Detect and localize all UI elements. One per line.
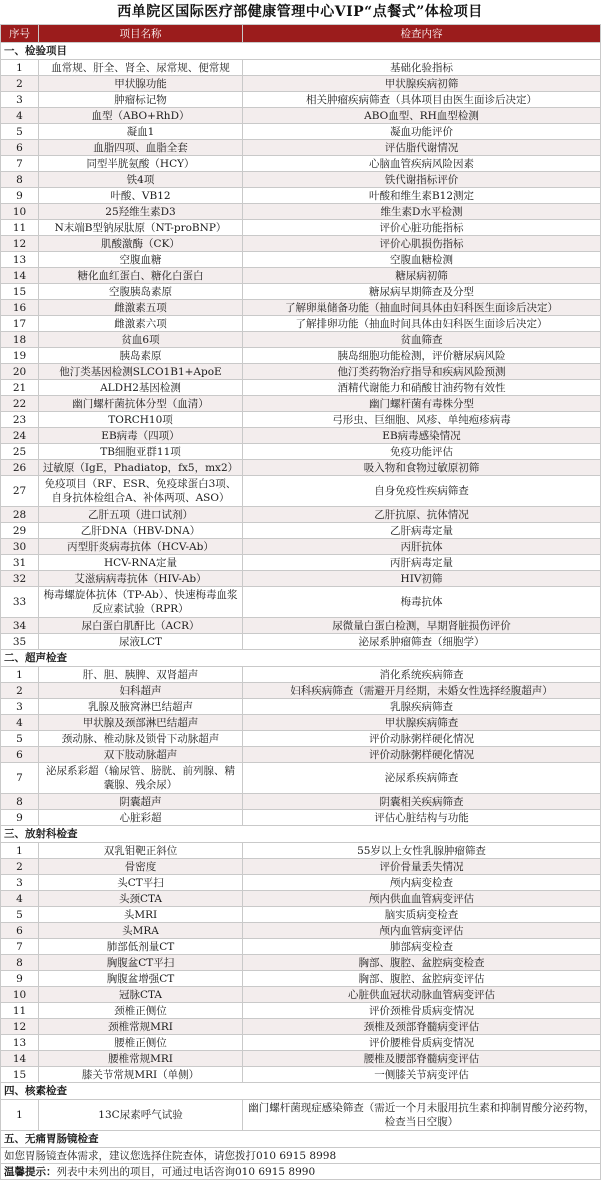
table-row: [1, 555, 601, 571]
page-title: 西单院区国际医疗部健康管理中心VIP“点餐式”体检项目: [117, 4, 483, 20]
item-name: HCV-RNA定量: [39, 555, 243, 571]
item-content: 吸入物和食物过敏原初筛: [243, 460, 601, 476]
item-content: 自身免疫性疾病筛查: [243, 476, 601, 507]
section-header: [1, 650, 601, 667]
item-content: 免疫功能评估: [243, 444, 601, 460]
item-content: 酒精代谢能力和硝酸甘油药物有效性: [243, 380, 601, 396]
table-row: [1, 763, 601, 794]
item-name: 梅毒螺旋体抗体（TP-Ab）、快速梅毒血浆反应素试验（RPR）: [39, 587, 243, 618]
section-title: 五、无痛胃肠镜检查: [1, 1131, 601, 1148]
item-name: 头MRA: [39, 923, 243, 939]
item-content: 糖尿病早期筛查及分型: [243, 284, 601, 300]
row-number: 3: [1, 92, 39, 108]
item-content: 弓形虫、巨细胞、风疹、单纯疱疹病毒: [243, 412, 601, 428]
row-number: 14: [1, 268, 39, 284]
table-row: [1, 571, 601, 587]
table-row: [1, 507, 601, 523]
item-name: 泌尿系彩超（输尿管、膀胱、前列腺、精囊腺、残余尿）: [39, 763, 243, 794]
item-content: 空腹血糖检测: [243, 252, 601, 268]
table-row: [1, 715, 601, 731]
item-content: 丙肝病毒定量: [243, 555, 601, 571]
table-row: [1, 810, 601, 826]
table-row: [1, 539, 601, 555]
section-title: 二、超声检查: [1, 650, 601, 667]
row-number: 33: [1, 587, 39, 618]
row-number: 22: [1, 396, 39, 412]
item-content: 了解卵巢储备功能（抽血时间具体由妇科医生面诊后决定）: [243, 300, 601, 316]
row-number: 5: [1, 907, 39, 923]
row-number: 11: [1, 220, 39, 236]
item-content: 颈椎及颈部脊髓病变评估: [243, 1019, 601, 1035]
row-number: 13: [1, 252, 39, 268]
item-name: 颈动脉、椎动脉及锁骨下动脉超声: [39, 731, 243, 747]
item-name: 乙肝五项（进口试剂）: [39, 507, 243, 523]
table-row: [1, 124, 601, 140]
item-name: TORCH10项: [39, 412, 243, 428]
item-name: 心脏彩超: [39, 810, 243, 826]
item-name: 25羟维生素D3: [39, 204, 243, 220]
table-row: [1, 1035, 601, 1051]
row-number: 1: [1, 60, 39, 76]
header-name: 项目名称: [39, 25, 243, 43]
item-content: 乙肝抗原、抗体情况: [243, 507, 601, 523]
table-row: [1, 348, 601, 364]
row-number: 8: [1, 794, 39, 810]
row-number: 24: [1, 428, 39, 444]
table-row: [1, 220, 601, 236]
table-row: [1, 587, 601, 618]
row-number: 11: [1, 1003, 39, 1019]
row-number: 15: [1, 1067, 39, 1083]
table-row: [1, 843, 601, 859]
item-content: 甲状腺疾病初筛: [243, 76, 601, 92]
item-name: 空腹血糖: [39, 252, 243, 268]
item-content: 消化系统疾病筛查: [243, 667, 601, 683]
table-row: [1, 1100, 601, 1131]
item-content: 丙肝抗体: [243, 539, 601, 555]
table-row: [1, 108, 601, 124]
item-name: 乙肝DNA（HBV-DNA）: [39, 523, 243, 539]
table-body: [1, 43, 601, 1180]
item-name: TB细胞亚群11项: [39, 444, 243, 460]
header-content: 检查内容: [243, 25, 601, 43]
row-number: 1: [1, 843, 39, 859]
item-content: 幽门螺杆菌有毒株分型: [243, 396, 601, 412]
table-row: [1, 618, 601, 634]
row-number: 12: [1, 236, 39, 252]
item-content: 乳腺疾病筛查: [243, 699, 601, 715]
row-number: 21: [1, 380, 39, 396]
item-name: 艾滋病病毒抗体（HIV-Ab）: [39, 571, 243, 587]
row-number: 12: [1, 1019, 39, 1035]
header-no: 序号: [1, 25, 39, 43]
row-number: 13: [1, 1035, 39, 1051]
gastro-note-row: [1, 1148, 601, 1164]
row-number: 1: [1, 1100, 39, 1131]
table-row: [1, 428, 601, 444]
item-content: 梅毒抗体: [243, 587, 601, 618]
item-name: 免疫项目（RF、ESR、免疫球蛋白3项、自身抗体检组合A、补体两项、ASO）: [39, 476, 243, 507]
table-row: [1, 364, 601, 380]
item-content: 贫血筛查: [243, 332, 601, 348]
row-number: 2: [1, 859, 39, 875]
item-content: 胰岛细胞功能检测，评价糖尿病风险: [243, 348, 601, 364]
tip-label: 温馨提示：: [4, 1165, 57, 1178]
item-name: 雌激素六项: [39, 316, 243, 332]
item-content: 55岁以上女性乳腺肿瘤筛查: [243, 843, 601, 859]
item-content: 一侧膝关节病变评估: [243, 1067, 601, 1083]
table-row: [1, 204, 601, 220]
row-number: 32: [1, 571, 39, 587]
section-header: [1, 1131, 601, 1148]
row-number: 28: [1, 507, 39, 523]
item-content: 相关肿瘤疾病筛查（具体项目由医生面诊后决定）: [243, 92, 601, 108]
item-name: 铁4项: [39, 172, 243, 188]
item-content: HIV初筛: [243, 571, 601, 587]
item-name: 甲状腺及颈部淋巴结超声: [39, 715, 243, 731]
row-number: 9: [1, 971, 39, 987]
item-content: 评估脂代谢情况: [243, 140, 601, 156]
item-content: 胸部、腹腔、盆腔病变评估: [243, 971, 601, 987]
item-name: 头CT平扫: [39, 875, 243, 891]
table-row: [1, 971, 601, 987]
gastro-note: 如您胃肠镜查体需求，建议您选择住院查体，请您拨打010 6915 8998: [1, 1148, 601, 1164]
item-name: 过敏原（IgE，Phadiatop，fx5，mx2）: [39, 460, 243, 476]
item-content: 幽门螺杆菌现症感染筛查（需近一个月未服用抗生素和抑制胃酸分泌药物，检查当日空腹）: [243, 1100, 601, 1131]
row-number: 20: [1, 364, 39, 380]
table-row: [1, 955, 601, 971]
item-content: 泌尿系疾病筛查: [243, 763, 601, 794]
item-name: 乳腺及腋窝淋巴结超声: [39, 699, 243, 715]
item-content: 腰椎及腰部脊髓病变评估: [243, 1051, 601, 1067]
row-number: 23: [1, 412, 39, 428]
section-header: [1, 826, 601, 843]
item-name: 腰椎正侧位: [39, 1035, 243, 1051]
item-content: 阴囊相关疾病筛查: [243, 794, 601, 810]
table-row: [1, 859, 601, 875]
table-row: [1, 907, 601, 923]
section-header: [1, 43, 601, 60]
row-number: 7: [1, 763, 39, 794]
item-name: 糖化血红蛋白、糖化白蛋白: [39, 268, 243, 284]
row-number: 6: [1, 747, 39, 763]
table-row: [1, 699, 601, 715]
row-number: 17: [1, 316, 39, 332]
item-content: 了解排卵功能（抽血时间具体由妇科医生面诊后决定）: [243, 316, 601, 332]
item-name: 冠脉CTA: [39, 987, 243, 1003]
row-number: 2: [1, 76, 39, 92]
row-number: 29: [1, 523, 39, 539]
table-row: [1, 172, 601, 188]
item-name: 膝关节常规MRI（单侧）: [39, 1067, 243, 1083]
table-row: [1, 794, 601, 810]
item-name: 同型半胱氨酸（HCY）: [39, 156, 243, 172]
row-number: 8: [1, 172, 39, 188]
tip-cell: [1, 1164, 601, 1180]
table-row: [1, 987, 601, 1003]
table-row: [1, 731, 601, 747]
row-number: 16: [1, 300, 39, 316]
item-content: 评价骨量丢失情况: [243, 859, 601, 875]
table-row: [1, 1051, 601, 1067]
item-name: 双乳钼靶正斜位: [39, 843, 243, 859]
item-name: 贫血6项: [39, 332, 243, 348]
table-row: [1, 140, 601, 156]
row-number: 31: [1, 555, 39, 571]
row-number: 6: [1, 140, 39, 156]
item-name: 尿液LCT: [39, 634, 243, 650]
item-name: 阴囊超声: [39, 794, 243, 810]
table-row: [1, 939, 601, 955]
table-row: [1, 236, 601, 252]
item-content: 甲状腺疾病筛查: [243, 715, 601, 731]
item-name: 肿瘤标记物: [39, 92, 243, 108]
table-row: [1, 380, 601, 396]
item-content: 评价心肌损伤指标: [243, 236, 601, 252]
row-number: 4: [1, 715, 39, 731]
row-number: 5: [1, 124, 39, 140]
item-content: 颅内病变检查: [243, 875, 601, 891]
row-number: 1: [1, 667, 39, 683]
item-name: 头MRI: [39, 907, 243, 923]
row-number: 9: [1, 188, 39, 204]
item-name: 甲状腺功能: [39, 76, 243, 92]
item-content: 肺部病变检查: [243, 939, 601, 955]
table-row: [1, 1019, 601, 1035]
item-content: 尿微量白蛋白检测，早期肾脏损伤评价: [243, 618, 601, 634]
table-row: [1, 156, 601, 172]
table-row: [1, 268, 601, 284]
item-content: 评价动脉粥样硬化情况: [243, 747, 601, 763]
row-number: 3: [1, 875, 39, 891]
item-content: 妇科疾病筛查（需避开月经期，未婚女性选择经腹超声）: [243, 683, 601, 699]
item-name: 颈椎正侧位: [39, 1003, 243, 1019]
row-number: 27: [1, 476, 39, 507]
item-name: 肝、胆、胰脾、双肾超声: [39, 667, 243, 683]
row-number: 10: [1, 987, 39, 1003]
tip-text: 列表中未列出的项目，可通过电话咨询010 6915 8990: [56, 1165, 316, 1178]
item-content: 心脑血管疾病风险因素: [243, 156, 601, 172]
item-content: 颅内供血血管病变评估: [243, 891, 601, 907]
table-row: [1, 92, 601, 108]
table-row: [1, 412, 601, 428]
table-row: [1, 1067, 601, 1083]
row-number: 34: [1, 618, 39, 634]
item-name: 肌酸激酶（CK）: [39, 236, 243, 252]
row-number: 7: [1, 939, 39, 955]
table-row: [1, 923, 601, 939]
item-name: 血常规、肝全、肾全、尿常规、便常规: [39, 60, 243, 76]
item-name: 肺部低剂量CT: [39, 939, 243, 955]
table-row: [1, 747, 601, 763]
item-content: 评价颈椎骨质病变情况: [243, 1003, 601, 1019]
item-content: 他汀类药物治疗指导和疾病风险预测: [243, 364, 601, 380]
table-row: [1, 1003, 601, 1019]
table-row: [1, 891, 601, 907]
table-row: [1, 875, 601, 891]
item-name: 血型（ABO+RhD）: [39, 108, 243, 124]
item-name: 胸腹盆增强CT: [39, 971, 243, 987]
item-name: 血脂四项、血脂全套: [39, 140, 243, 156]
section-header: [1, 1083, 601, 1100]
item-name: 胸腹盆CT平扫: [39, 955, 243, 971]
exam-table: [0, 24, 601, 1180]
item-content: 乙肝病毒定量: [243, 523, 601, 539]
item-content: 糖尿病初筛: [243, 268, 601, 284]
row-number: 9: [1, 810, 39, 826]
item-content: 铁代谢指标评价: [243, 172, 601, 188]
table-row: [1, 683, 601, 699]
item-content: EB病毒感染情况: [243, 428, 601, 444]
item-content: 凝血功能评价: [243, 124, 601, 140]
item-name: ALDH2基因检测: [39, 380, 243, 396]
item-name: 13C尿素呼气试验: [39, 1100, 243, 1131]
table-header-row: [1, 25, 601, 43]
table-row: [1, 188, 601, 204]
item-content: 心脏供血冠状动脉血管病变评估: [243, 987, 601, 1003]
row-number: 2: [1, 683, 39, 699]
item-name: 腰椎常规MRI: [39, 1051, 243, 1067]
row-number: 6: [1, 923, 39, 939]
item-name: 丙型肝炎病毒抗体（HCV-Ab）: [39, 539, 243, 555]
row-number: 7: [1, 156, 39, 172]
item-name: 胰岛素原: [39, 348, 243, 364]
table-row: [1, 60, 601, 76]
row-number: 14: [1, 1051, 39, 1067]
row-number: 10: [1, 204, 39, 220]
row-number: 26: [1, 460, 39, 476]
table-row: [1, 460, 601, 476]
row-number: 8: [1, 955, 39, 971]
item-name: 他汀类基因检测SLCO1B1+ApoE: [39, 364, 243, 380]
row-number: 35: [1, 634, 39, 650]
row-number: 25: [1, 444, 39, 460]
item-name: 骨密度: [39, 859, 243, 875]
item-content: 评价心脏功能指标: [243, 220, 601, 236]
table-row: [1, 316, 601, 332]
row-number: 30: [1, 539, 39, 555]
table-row: [1, 284, 601, 300]
row-number: 4: [1, 891, 39, 907]
item-content: 脑实质病变检查: [243, 907, 601, 923]
table-row: [1, 252, 601, 268]
table-row: [1, 523, 601, 539]
item-name: 雌激素五项: [39, 300, 243, 316]
item-content: 基础化验指标: [243, 60, 601, 76]
table-row: [1, 300, 601, 316]
item-name: 妇科超声: [39, 683, 243, 699]
item-content: 颅内血管病变评估: [243, 923, 601, 939]
row-number: 5: [1, 731, 39, 747]
item-name: EB病毒（四项）: [39, 428, 243, 444]
item-name: 凝血1: [39, 124, 243, 140]
item-name: N末端B型钠尿肽原（NT-proBNP）: [39, 220, 243, 236]
item-name: 颈椎常规MRI: [39, 1019, 243, 1035]
row-number: 19: [1, 348, 39, 364]
item-name: 叶酸、VB12: [39, 188, 243, 204]
row-number: 4: [1, 108, 39, 124]
table-row: [1, 396, 601, 412]
row-number: 15: [1, 284, 39, 300]
item-name: 双下肢动脉超声: [39, 747, 243, 763]
item-content: 评价动脉粥样硬化情况: [243, 731, 601, 747]
table-row: [1, 667, 601, 683]
item-content: 评估心脏结构与功能: [243, 810, 601, 826]
table-row: [1, 332, 601, 348]
item-name: 幽门螺杆菌抗体分型（血清）: [39, 396, 243, 412]
tip-row: [1, 1164, 601, 1180]
item-content: 胸部、腹腔、盆腔病变检查: [243, 955, 601, 971]
table-row: [1, 476, 601, 507]
item-content: 评价腰椎骨质病变情况: [243, 1035, 601, 1051]
item-name: 空腹胰岛素原: [39, 284, 243, 300]
item-content: 叶酸和维生素B12测定: [243, 188, 601, 204]
section-title: 四、核素检查: [1, 1083, 601, 1100]
item-name: 尿白蛋白肌酐比（ACR）: [39, 618, 243, 634]
row-number: 3: [1, 699, 39, 715]
item-content: 维生素D水平检测: [243, 204, 601, 220]
item-name: 头颈CTA: [39, 891, 243, 907]
item-content: ABO血型、RH血型检测: [243, 108, 601, 124]
table-row: [1, 76, 601, 92]
section-title: 三、放射科检查: [1, 826, 601, 843]
row-number: 18: [1, 332, 39, 348]
item-content: 泌尿系肿瘤筛查（细胞学）: [243, 634, 601, 650]
table-row: [1, 444, 601, 460]
section-title: 一、检验项目: [1, 43, 601, 60]
table-row: [1, 634, 601, 650]
